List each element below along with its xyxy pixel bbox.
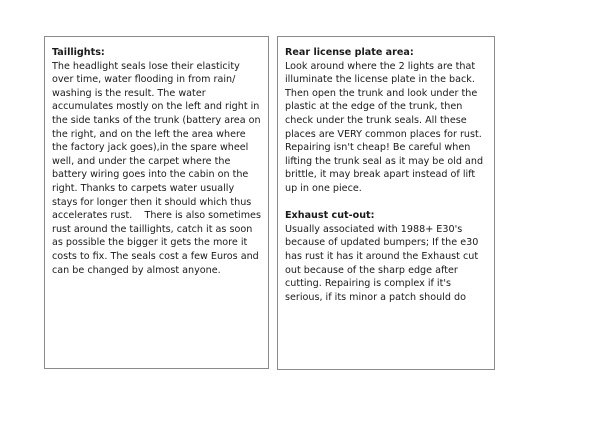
license-plate-body: Look around where the 2 lights are that illuminate the license plate in the back. Then open the trunk and look under the plastic at the edge of the trunk, then check under the trunk seals. All these places are VERY common places for rust. Repairing isn't cheap! Be careful when lifting the trunk seal as it may be old and brittle, it may break apart instead of lift up in one piece. — [285, 60, 487, 194]
taillights-heading: Taillights: — [52, 47, 105, 58]
exhaust-heading: Exhaust cut-out: — [285, 210, 375, 222]
taillights-card — [44, 36, 269, 369]
license-exhaust-card — [277, 36, 495, 370]
exhaust-body: Usually associated with 1988+ E30's because of updated bumpers; If the e30 has rust it has it around the Exhaust cut out because of the sharp edge after cutting. Repairing is complex if it's serious, if its minor a patch should do — [285, 223, 482, 303]
license-plate-heading: Rear license plate area: — [285, 47, 414, 58]
taillights-body: The headlight seals lose their elasticity over time, water flooding in from rain/ washing is the result. The water accumulates mostly on the left and right in the side tanks of the trunk (battery area on the right, and on the left the area where the factory jack goes),in the spare wheel well, and under the carpet where the battery wiring goes into the cabin on the right. Thanks to carpets water usually stays for longer then it should which thus accelerates rust. There is also sometimes rust around the taillights, catch it as soon as possible the bigger it gets the more it costs to fix. The seals cost a few Euros and can be changed by almost anyone. — [52, 60, 265, 276]
section-spacer — [285, 196, 488, 210]
